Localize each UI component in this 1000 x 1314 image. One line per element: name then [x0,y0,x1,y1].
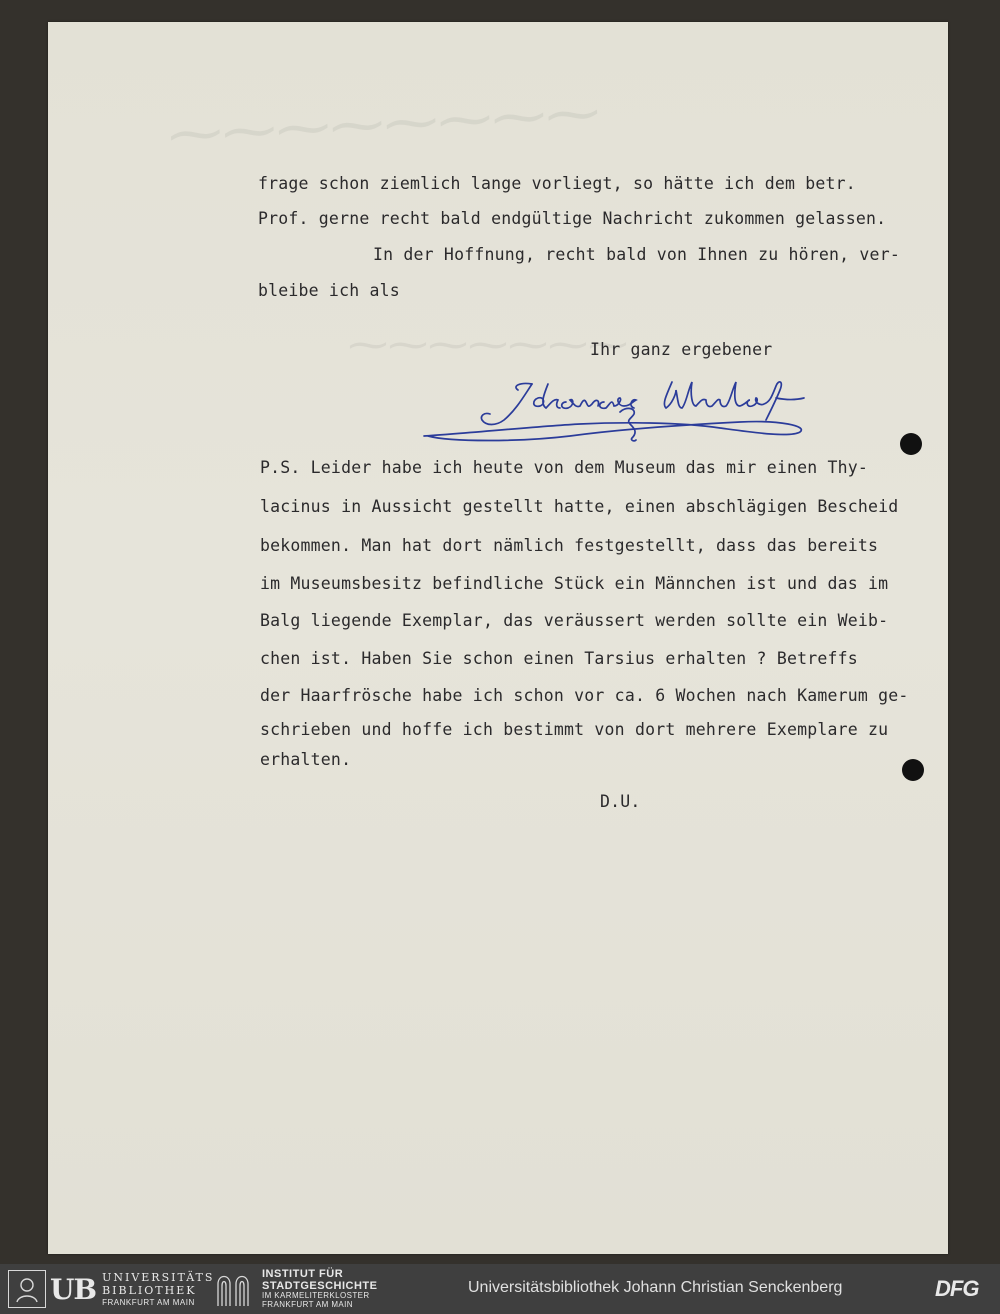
letter-page [48,22,948,1254]
postscript-line: lacinus in Aussicht gestellt hatte, einen abschlägigen Bescheid [260,497,899,516]
letter-line: frage schon ziemlich lange vorliegt, so hätte ich dem betr. [258,174,856,193]
show-through-mark: ⁓⁓⁓⁓⁓⁓⁓ [348,322,628,368]
postscript-line: chen ist. Haben Sie schon einen Tarsius erhalten ? Betreffs [260,649,858,668]
letter-line: Prof. gerne recht bald endgültige Nachricht zukommen gelassen. [258,209,887,228]
isg-line: IM KARMELITERKLOSTER [262,1291,370,1301]
letter-line: bleibe ich als [258,281,400,300]
postscript-line: schrieben und hoffe ich bestimmt von dort mehrere Exemplare zu [260,720,889,739]
ub-emblem-icon [8,1270,46,1308]
letter-line: In der Hoffnung, recht bald von Ihnen zu hören, ver- [373,245,900,264]
postscript-line: der Haarfrösche habe ich schon vor ca. 6 Wochen nach Kamerum ge- [260,686,909,705]
ub-letters: UB [50,1272,97,1306]
initials: D.U. [600,792,641,811]
punch-hole [902,759,924,781]
punch-hole [900,433,922,455]
postscript-line: Balg liegende Exemplar, das veräussert werden sollte ein Weib- [260,611,889,630]
ub-line: FRANKFURT AM MAIN [102,1297,195,1307]
ub-logo [8,1270,214,1308]
handwritten-signature [420,376,820,446]
isg-wordmark [262,1269,377,1309]
isg-line: FRANKFURT AM MAIN [262,1299,353,1309]
ub-line: BIBLIOTHEK [102,1283,197,1297]
postscript-line: P.S. Leider habe ich heute von dem Museum das mir einen Thy- [260,458,869,477]
show-through-mark: ⁓⁓⁓⁓⁓⁓⁓⁓ [166,80,602,167]
postscript-line: im Museumsbesitz befindliche Stück ein Männchen ist und das im [260,574,889,593]
ub-wordmark [102,1272,214,1307]
isg-logo [214,1270,377,1308]
isg-line: INSTITUT FÜR [262,1268,344,1281]
library-credit: Universitätsbibliothek Johann Christian Senckenberg [468,1279,843,1296]
archive-footer [0,1264,1000,1314]
ub-line: UNIVERSITÄTS [102,1270,215,1284]
postscript-line: bekommen. Man hat dort nämlich festgestellt, dass das bereits [260,536,879,555]
arches-icon [214,1270,254,1308]
closing-line: Ihr ganz ergebener [590,340,773,359]
postscript-line: erhalten. [260,750,352,769]
portrait-icon [12,1274,42,1304]
dfg-logo: DFG [935,1276,979,1301]
isg-line: STADTGESCHICHTE [262,1279,378,1292]
